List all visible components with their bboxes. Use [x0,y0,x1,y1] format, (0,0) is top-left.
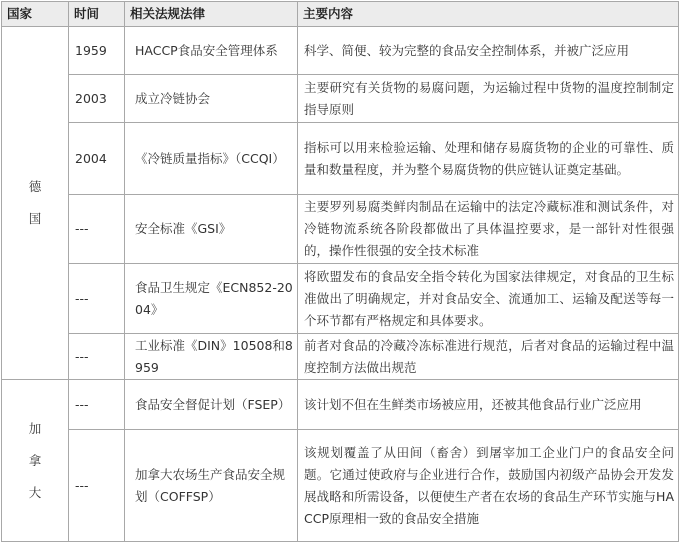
content-cell: 该规划覆盖了从田间（畜舍）到屠宰加工企业门户的食品安全问题。它通过使政府与企业进行合作，鼓励国内初级产品协会开发发展战略和所需设备，以便使生产者在农场的食品生产环节实施与HACCP原理相一致的食品安全措施 [298,430,679,542]
law-cell: 安全标准《GSI》 [125,195,298,264]
content-cell: 该计划不但在生鲜类市场被应用，还被其他食品行业广泛应用 [298,380,679,430]
law-cell: 《冷链质量指标》（CCQI） [125,123,298,195]
country-label: 加拿大 [28,420,42,500]
table-row [2,430,679,542]
law-cell: 食品安全督促计划（FSEP） [125,380,298,430]
country-cell-germany [2,27,69,380]
regulations-table [1,1,679,542]
header-law: 相关法规法律 [125,2,298,27]
table-row [2,27,679,75]
content-cell: 科学、简便、较为完整的食品安全控制体系，并被广泛应用 [298,27,679,75]
table-row [2,75,679,123]
table-row [2,264,679,334]
law-cell: 成立冷链协会 [125,75,298,123]
time-cell: --- [69,195,125,264]
table-row [2,334,679,380]
content-cell: 将欧盟发布的食品安全指令转化为国家法律规定，对食品的卫生标准做出了明确规定，并对食品安全、流通加工、运输及配送等每一个环节都有严格规定和具体要求。 [298,264,679,334]
content-cell: 主要研究有关货物的易腐问题，为运输过程中货物的温度控制制定指导原则 [298,75,679,123]
country-label: 德国 [28,179,42,226]
time-cell: --- [69,264,125,334]
time-cell: 1959 [69,27,125,75]
time-cell: --- [69,430,125,542]
content-cell: 主要罗列易腐类鲜肉制品在运输中的法定冷藏标准和测试条件，对冷链物流系统各阶段都做出了具体温控要求，是一部针对性很强的，操作性很强的安全技术标准 [298,195,679,264]
time-cell: 2003 [69,75,125,123]
table-row [2,380,679,430]
country-cell-canada [2,380,69,542]
header-country: 国家 [2,2,69,27]
table-row [2,123,679,195]
header-row [2,2,679,27]
time-cell: --- [69,380,125,430]
law-cell: 食品卫生规定《ECN852-2004》 [125,264,298,334]
content-cell: 指标可以用来检验运输、处理和储存易腐货物的企业的可靠性、质量和数量程度，并为整个易腐货物的供应链认证奠定基础。 [298,123,679,195]
content-cell: 前者对食品的冷藏冷冻标准进行规范，后者对食品的运输过程中温度控制方法做出规范 [298,334,679,380]
law-cell: 加拿大农场生产食品安全规划（COFFSP） [125,430,298,542]
law-cell: HACCP食品安全管理体系 [125,27,298,75]
time-cell: --- [69,334,125,380]
time-cell: 2004 [69,123,125,195]
table-row [2,195,679,264]
law-cell: 工业标准《DIN》10508和8959 [125,334,298,380]
header-content: 主要内容 [298,2,679,27]
header-time: 时间 [69,2,125,27]
